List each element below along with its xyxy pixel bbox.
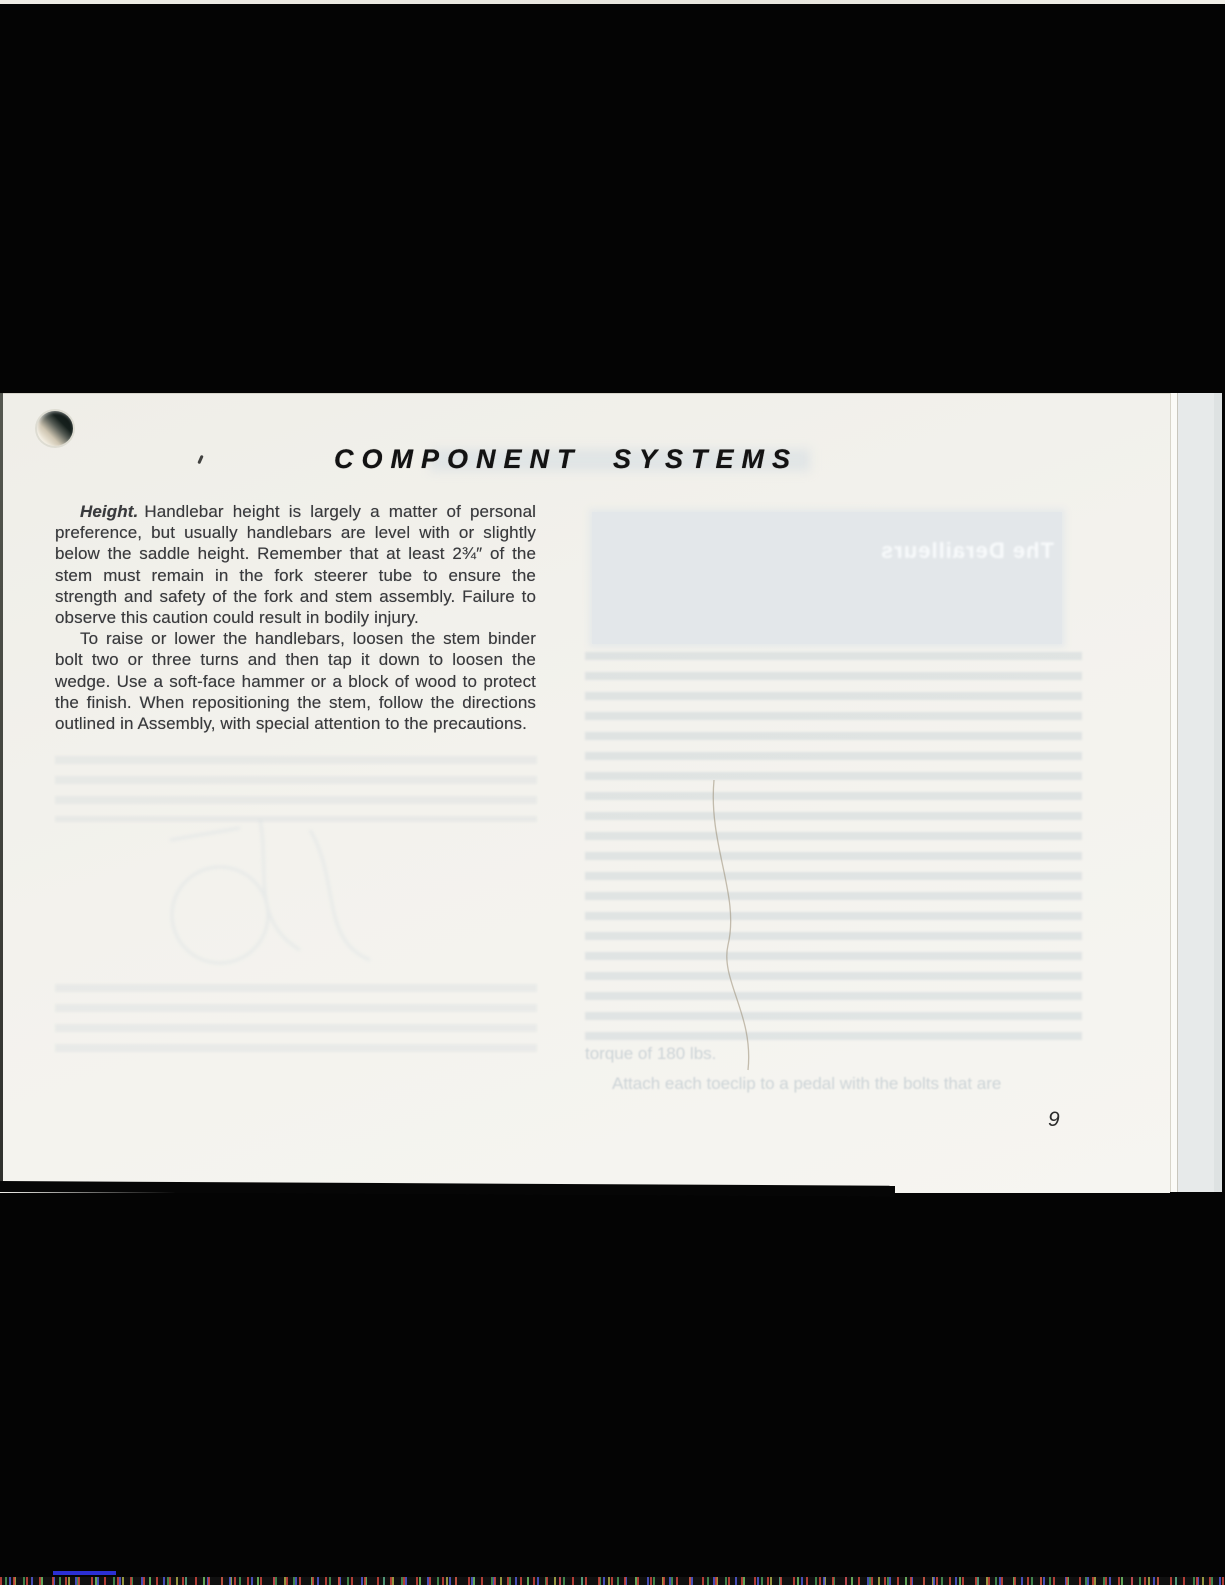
paragraph-height-text: Handlebar height is largely a matter of personal preference, but usually handlebars are level with or slightly below the saddle height. Remember that at least 2¾″ of the stem must remain in the fork steerer tube to ensure the strength and safety of the fork and stem assembly. Failure to observe this caution could result in bodily injury. <box>55 502 536 628</box>
scanner-noise-strip <box>0 1577 1225 1585</box>
showthrough-figure <box>110 800 470 1010</box>
paragraph-raise-lower: To raise or lower the handlebars, loosen the stem binder bolt two or three turns and then tap it down to loosen the wedge. Use a soft-face hammer or a block of wood to protect the finish. When repositioning the stem, follow the directions outlined in Assembly, with special attention to the precautions. <box>55 629 536 734</box>
showthrough-line-torque: torque of 180 lbs. <box>585 1044 717 1063</box>
paragraph-lead-height: Height. <box>80 502 139 521</box>
showthrough-banner-box <box>592 512 1062 644</box>
page-number: 9 <box>1048 1108 1060 1131</box>
scan-crack-line <box>700 775 780 1075</box>
scan-top-edge-line <box>0 0 1225 4</box>
underlying-page-edge-strip <box>1170 393 1222 1192</box>
page-left-edge-shadow <box>0 393 3 1192</box>
showthrough-banner-title: The Derailleurs <box>880 538 1054 563</box>
page-title: COMPONENT SYSTEMS <box>333 444 799 474</box>
paragraph-height <box>55 501 536 628</box>
body-text <box>55 501 536 734</box>
showthrough-text-left-lower <box>55 984 537 1054</box>
scanner-blue-mark <box>53 1571 116 1575</box>
showthrough-line-attach: Attach each toeclip to a pedal with the bolts that are <box>612 1074 1002 1093</box>
binder-punch-hole <box>37 411 73 446</box>
showthrough-text-right-column <box>585 652 1082 1044</box>
